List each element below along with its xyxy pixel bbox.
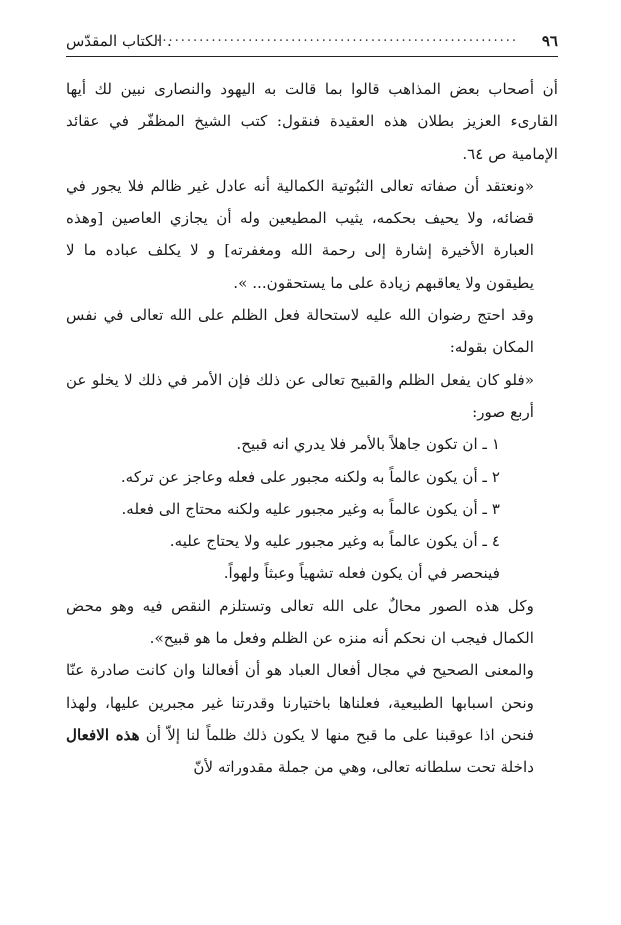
page-number: ٩٦: [541, 32, 558, 50]
closing-paragraph: وكل هذه الصور محالٌ على الله تعالى وتستلزم النقص فيه وهو محض الكمال فيجب ان نحكم أنه منزه عن الظلم وفعل ما هو قبيح».: [66, 596, 534, 648]
final-paragraph-ending: داخلة تحت سلطانه تعالى، وهي من جملة مقدوراته لأنّ: [193, 758, 534, 777]
list-item-1: ١ ـ ان تكون جاهلاً بالأمر فلا يدري انه قبيح.: [236, 435, 500, 454]
list-conclusion: فينحصر في أن يكون فعله تشهياً وعبثاً ولهواً.: [223, 564, 500, 583]
final-paragraph-bold-phrase: هذه الافعال: [66, 725, 140, 744]
final-paragraph: [66, 654, 558, 783]
book-page: [66, 26, 558, 916]
page-header: [66, 26, 558, 57]
header-leader-dots: ...........................................................: [156, 30, 518, 45]
running-title: . الكتاب المقدّس: [66, 32, 172, 50]
list-item-3: ٣ ـ أن يكون عالماً به وغير مجبور عليه ولكنه محتاج الى فعله.: [121, 499, 500, 518]
body-text: [66, 73, 558, 784]
list-item-4: ٤ ـ أن يكون عالماً به وغير مجبور عليه ولا يحتاج عليه.: [169, 532, 500, 551]
paragraph-3: وقد احتج رضوان الله عليه لاستحالة فعل الظلم على الله تعالى في نفس المكان بقوله:: [66, 306, 534, 357]
final-paragraph-text: والمعنى الصحيح في مجال أفعال العباد هو أن أفعالنا وان كانت صادرة عنّا ونحن اسبابها الطبيعية، فعلناها باختيارنا وقدرتنا غير مجبرين عليها، ولهذا فنحن اذا عوقبنا على ما قبح منها لا يكون ذلك ظلماً لنا إلاّ أن: [66, 661, 535, 744]
list-item-2: ٢ ـ أن يكون عالماً به ولكنه مجبور على فعله وعاجز عن تركه.: [120, 467, 500, 486]
paragraph-1: أن أصحاب بعض المذاهب قالوا بما قالت به اليهود والنصارى نبين لك أيها القارىء العزيز بطلان هذه العقيدة فنقول: كتب الشيخ المظفّر في عقائد الإمامية ص ٦٤.: [66, 80, 558, 163]
paragraph-4-quote: «فلو كان يفعل الظلم والقبيح تعالى عن ذلك فإن الأمر في ذلك لا يخلو عن أربع صور:: [66, 370, 534, 421]
paragraph-2-quote: «ونعتقد أن صفاته تعالى الثبُوتية الكمالية أنه عادل غير ظالم فلا يجور في قضائه، ولا يحيف بحكمه، يثيب المطيعين وله أن يجازي العاصين [وهذه العبارة الأخيرة إشارة إلى رحمة الله ومغفرته] و لا يكلف عباده ما لا يطيقون ولا يعاقبهم زيادة على ما يستحقون... ».: [66, 176, 534, 292]
